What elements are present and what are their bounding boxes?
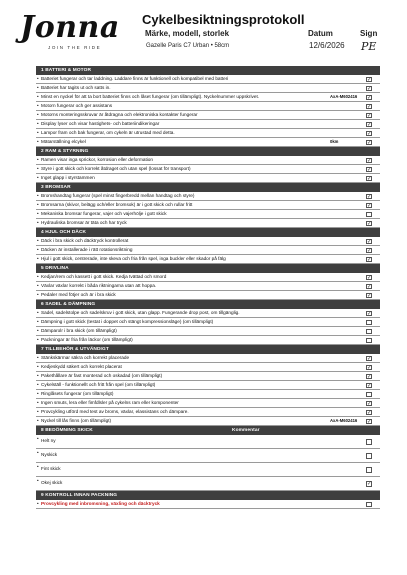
row-label: Växlar växlar korrekt i båda riktningarna utan att hoppa.	[41, 283, 157, 288]
row-label: Ramen visar inga sprickor, korrosion eller deformation	[41, 157, 154, 162]
checkbox-checked[interactable]	[366, 481, 372, 487]
section-title: 7 TILLBEHÖR & UTVÄNDIGT	[41, 347, 109, 352]
section-header	[36, 147, 380, 156]
checklist-row	[36, 246, 380, 255]
checklist-row	[36, 381, 380, 390]
section-header	[36, 345, 380, 354]
row-label: Ingen smuts, lera eller fimfdlsler på cykelns ram eller komponenter	[41, 400, 179, 405]
row-label: Bromsarna (skivor, belägg och/eller bromsok) är i gott skick och rullar fritt	[41, 202, 193, 207]
check-icon: ✓	[367, 283, 372, 290]
checkbox-checked[interactable]	[366, 257, 372, 263]
row-label: Cykelställ - funktionellt och fritt från spel (om tillämpligt)	[41, 382, 156, 387]
bullet-icon: •	[37, 202, 39, 207]
row-label: Provcykling med inbromsning, växling och däcktryck	[41, 501, 160, 506]
page-title: Cykelbesiktningsprotokoll	[142, 12, 305, 27]
bullet-icon: •	[37, 310, 39, 315]
logo-wordmark: Jonna	[20, 10, 120, 45]
row-label: Kedjan/rem och kassett i gott skick. Kedja tvättad och smord	[41, 274, 167, 279]
check-icon: ✓	[367, 76, 372, 83]
bullet-icon: •	[37, 139, 39, 144]
row-label: Mekaniska bromsar fungerar, vajer och vajerhölje i gott skick	[41, 211, 167, 216]
check-icon: ✓	[367, 130, 372, 137]
row-label: Lampor fram och bak fungerar, om cykeln är utrustad med detta.	[41, 130, 175, 135]
checkbox-empty[interactable]	[366, 329, 372, 335]
row-label: Dämpning i gott skick (testat i doppet och stängt kompressionsläge) (om tillämpligt)	[41, 319, 214, 324]
row-label: Minst en nyckel för att ta bort batteriet finns och låset fungerar (om tillämpligt). Nyckelnummer uppskrivet.	[41, 94, 260, 99]
date-value: 12/6/2026	[309, 41, 345, 50]
section-header	[36, 426, 380, 435]
checklist-row	[36, 363, 380, 372]
checklist-row	[36, 111, 380, 120]
row-label: Okej skick	[41, 480, 63, 485]
section-title: 4 HJUL OCH DÄCK	[41, 230, 87, 235]
section-title: 9 KONTROLL INNAN PACKNING	[41, 493, 118, 498]
checklist-row	[36, 449, 380, 463]
bullet-icon: •	[37, 337, 39, 342]
brand-model-value: Gazelle Paris C7 Urban • 58cm	[146, 43, 230, 49]
row-label: Fint skick	[41, 466, 61, 471]
bullet-icon: •	[37, 478, 39, 483]
checkbox-checked[interactable]	[366, 167, 372, 173]
checklist-row	[36, 102, 380, 111]
bullet-icon: •	[37, 328, 39, 333]
sign-value: PE	[361, 40, 377, 53]
checkbox-checked[interactable]	[366, 374, 372, 380]
jonna-logo	[20, 12, 132, 52]
check-icon: ✓	[367, 103, 372, 110]
checkbox-empty[interactable]	[366, 439, 372, 445]
row-label: Hjul i gott skick, centrerade, inte skeva och fria från spel, inga buckler eller skador på fälg	[41, 256, 226, 261]
checklist-row	[36, 174, 380, 183]
section-header	[36, 300, 380, 309]
row-label: Batteriet har tagits ut och satts in.	[41, 85, 111, 90]
section-title: 1 BATTERI & MOTOR	[41, 68, 92, 73]
checkbox-checked[interactable]	[366, 122, 372, 128]
checkbox-checked[interactable]	[366, 95, 372, 101]
checklist-row	[36, 201, 380, 210]
bullet-icon: •	[37, 400, 39, 405]
check-icon: ✓	[367, 193, 372, 200]
checkbox-checked[interactable]	[366, 419, 372, 425]
bullet-icon: •	[37, 450, 39, 455]
row-label: Dämparolr i bra skick (om tillämpligt)	[41, 328, 117, 333]
checklist-row	[36, 318, 380, 327]
bullet-icon: •	[37, 211, 39, 216]
check-icon: ✓	[367, 85, 372, 92]
checklist-row	[36, 120, 380, 129]
check-icon: ✓	[367, 256, 372, 263]
checklist-row	[36, 165, 380, 174]
check-icon: ✓	[367, 409, 372, 416]
checkbox-empty[interactable]	[366, 467, 372, 473]
bullet-icon: •	[37, 121, 39, 126]
row-label: Däck i bra skick och däcktryck kontrollerat	[41, 238, 129, 243]
row-label: Pedaler med fötjer och är i bra skick	[41, 292, 116, 297]
bullet-icon: •	[37, 382, 39, 387]
bullet-icon: •	[37, 85, 39, 90]
bullet-icon: •	[37, 436, 39, 441]
check-icon: ✓	[367, 220, 372, 227]
checklist-row	[36, 255, 380, 264]
row-label: Inget glapp i styrstammen	[41, 175, 95, 180]
checklist-row	[36, 93, 380, 102]
bullet-icon: •	[37, 292, 39, 297]
row-label: Nyskick	[41, 452, 58, 457]
checklist-row	[36, 500, 380, 509]
checklist-row	[36, 354, 380, 363]
checklist-row	[36, 309, 380, 318]
row-label: Provcykling utförd med test av broms, växlar, elassistans och dämpare.	[41, 409, 189, 414]
check-icon: ✓	[367, 112, 372, 119]
check-icon: ✓	[367, 481, 372, 487]
checkbox-checked[interactable]	[366, 221, 372, 227]
row-label: Stänkskärmar säkra och korrekt placerade	[41, 355, 130, 360]
check-icon: ✓	[367, 166, 372, 173]
bullet-icon: •	[37, 238, 39, 243]
checkbox-checked[interactable]	[366, 131, 372, 137]
bullet-icon: •	[37, 193, 39, 198]
row-label: Styre i gott skick och korrekt åtdraget och utan spel (lossat för transport)	[41, 166, 191, 171]
checkbox-checked[interactable]	[366, 383, 372, 389]
bullet-icon: •	[37, 355, 39, 360]
bullet-icon: •	[37, 247, 39, 252]
sign-label: Sign	[360, 29, 378, 38]
checkbox-checked[interactable]	[366, 365, 372, 371]
bullet-icon: •	[37, 157, 39, 162]
bullet-icon: •	[37, 391, 39, 396]
checkbox-checked[interactable]	[366, 293, 372, 299]
row-label: Motorn fungerar och ger assistans	[41, 103, 113, 108]
bullet-icon: •	[37, 418, 39, 423]
checkbox-empty[interactable]	[366, 453, 372, 459]
date-label: Datum	[308, 29, 333, 38]
bullet-icon: •	[37, 76, 39, 81]
section-header	[36, 228, 380, 237]
checkbox-checked[interactable]	[366, 203, 372, 209]
checklist-row	[36, 75, 380, 84]
checkbox-checked[interactable]	[366, 275, 372, 281]
checklist-row	[36, 399, 380, 408]
row-extra-value: AxA-M602416	[330, 418, 358, 423]
checkbox-empty[interactable]	[366, 502, 372, 508]
checklist-row	[36, 327, 380, 336]
check-icon: ✓	[367, 175, 372, 182]
row-label: Helt ny	[41, 438, 56, 443]
row-label: Nyckel till lås finns (om tillämpligt)	[41, 418, 112, 423]
check-icon: ✓	[367, 202, 372, 209]
check-icon: ✓	[367, 400, 372, 407]
check-icon: ✓	[367, 373, 372, 380]
checklist-row	[36, 336, 380, 345]
checklist-row	[36, 192, 380, 201]
checkbox-empty[interactable]	[366, 212, 372, 218]
checklist-row	[36, 273, 380, 282]
checkbox-empty[interactable]	[366, 392, 372, 398]
checklist-row	[36, 372, 380, 381]
bullet-icon: •	[37, 464, 39, 469]
row-label: Pakethållare är fast monterad och oskadad (om tillämpligt)	[41, 373, 163, 378]
check-icon: ✓	[367, 274, 372, 281]
check-icon: ✓	[367, 94, 372, 101]
section-header	[36, 264, 380, 273]
checkbox-checked[interactable]	[366, 284, 372, 290]
checklist-row	[36, 477, 380, 491]
check-icon: ✓	[367, 418, 372, 425]
checklist-row	[36, 408, 380, 417]
check-icon: ✓	[367, 139, 372, 146]
logo-tagline: JOIN THE RIDE	[48, 45, 102, 50]
row-label: Mätarställning elcykel	[41, 139, 86, 144]
bullet-icon: •	[37, 103, 39, 108]
checklist-row	[36, 210, 380, 219]
checklist-row	[36, 291, 380, 300]
checklist-row	[36, 282, 380, 291]
checkbox-checked[interactable]	[366, 311, 372, 317]
bullet-icon: •	[37, 283, 39, 288]
checkbox-checked[interactable]	[366, 104, 372, 110]
checklist-row	[36, 138, 380, 147]
check-icon: ✓	[367, 310, 372, 317]
checkbox-checked[interactable]	[366, 158, 372, 164]
checkbox-empty[interactable]	[366, 338, 372, 344]
bullet-icon: •	[37, 364, 39, 369]
check-icon: ✓	[367, 121, 372, 128]
checklist-row	[36, 129, 380, 138]
check-icon: ✓	[367, 382, 372, 389]
checkbox-checked[interactable]	[366, 239, 372, 245]
checkbox-checked[interactable]	[366, 401, 372, 407]
checkbox-checked[interactable]	[366, 86, 372, 92]
checkbox-checked[interactable]	[366, 410, 372, 416]
check-icon: ✓	[367, 355, 372, 362]
check-icon: ✓	[367, 238, 372, 245]
checklist-row	[36, 463, 380, 477]
checkbox-checked[interactable]	[366, 77, 372, 83]
comment-column-label: Kommentar	[232, 428, 260, 433]
row-label: Hydrauliska bromsar är täta och har tryck	[41, 220, 127, 225]
section-title: 8 BEDÖMNING SKICK	[41, 428, 93, 433]
bullet-icon: •	[37, 501, 39, 506]
protocol-header	[0, 0, 407, 66]
row-label: Sadel, sadelstolpe och sadelskruv i gott skick, utan glapp. Fungerande drop post, om tillgänglig.	[41, 310, 240, 315]
checkbox-checked[interactable]	[366, 140, 372, 146]
checklist-sheet	[36, 66, 380, 509]
checkbox-checked[interactable]	[366, 176, 372, 182]
section-title: 2 RAM & STYRNING	[41, 149, 89, 154]
section-header	[36, 183, 380, 192]
bullet-icon: •	[37, 274, 39, 279]
check-icon: ✓	[367, 364, 372, 371]
checkbox-checked[interactable]	[366, 113, 372, 119]
brand-model-label: Märke, modell, storlek	[145, 29, 230, 38]
row-label: Kedjeskydd säkert och korrekt placerat	[41, 364, 122, 369]
checklist-row	[36, 417, 380, 426]
bullet-icon: •	[37, 166, 39, 171]
bullet-icon: •	[37, 373, 39, 378]
check-icon: ✓	[367, 157, 372, 164]
section-header	[36, 66, 380, 75]
row-label: Däcken är installerade i rätt rotationsriktning	[41, 247, 133, 252]
checklist-row	[36, 219, 380, 228]
section-title: 6 SADEL & DÄMPNING	[41, 302, 96, 307]
check-icon: ✓	[367, 247, 372, 254]
bullet-icon: •	[37, 319, 39, 324]
section-title: 5 DRIVLINA	[41, 266, 69, 271]
bullet-icon: •	[37, 256, 39, 261]
checklist-row	[36, 84, 380, 93]
check-icon: ✓	[367, 292, 372, 299]
row-extra-value: AxA-M602416	[330, 94, 358, 99]
bullet-icon: •	[37, 175, 39, 180]
checklist-row	[36, 156, 380, 165]
bullet-icon: •	[37, 130, 39, 135]
bullet-icon: •	[37, 94, 39, 99]
bullet-icon: •	[37, 220, 39, 225]
section-header	[36, 491, 380, 500]
bullet-icon: •	[37, 409, 39, 414]
row-label: Display lyser och visar hastighets- och batteriindikeringar	[41, 121, 160, 126]
bullet-icon: •	[37, 112, 39, 117]
checklist-row	[36, 390, 380, 399]
row-label: Packningar är fria från läckor (om tillämpligt)	[41, 337, 133, 342]
section-title: 3 BROMSAR	[41, 185, 71, 190]
row-label: Ringlåsets fungerar (om tillämpligt)	[41, 391, 114, 396]
checkbox-empty[interactable]	[366, 320, 372, 326]
checkbox-checked[interactable]	[366, 356, 372, 362]
checklist-row	[36, 237, 380, 246]
checklist-row	[36, 435, 380, 449]
row-label: Batteriet fungerar och tar laddning. Laddare finns är funktionell och kompatibel med batteri	[41, 76, 229, 81]
checkbox-checked[interactable]	[366, 248, 372, 254]
row-extra-value: 0km	[330, 139, 339, 144]
row-label: Bromshandtag fungerar (spel minst fingerbredd mellan handtag och styre)	[41, 193, 195, 198]
checkbox-checked[interactable]	[366, 194, 372, 200]
row-label: Motorns monteringsskruvar är åtdragna och elektroniska kontakter fungerar	[41, 112, 198, 117]
